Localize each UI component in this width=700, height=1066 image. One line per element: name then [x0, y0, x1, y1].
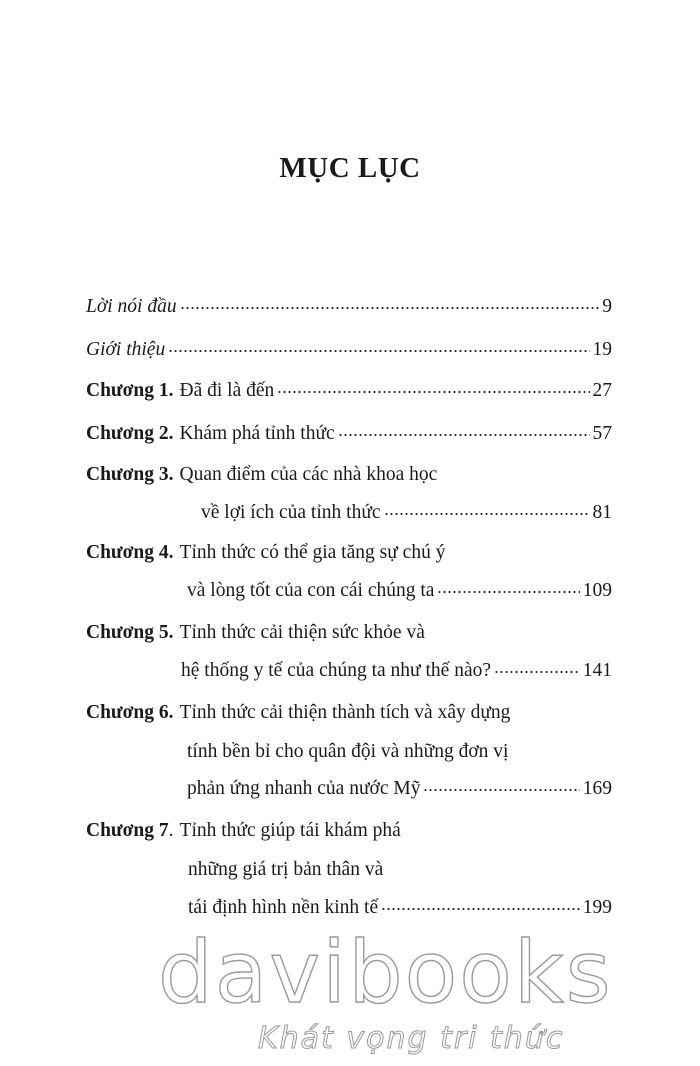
toc-entry-title-cont: tính bền bỉ cho quân đội và những đơn vị [187, 741, 509, 762]
chapter-label: Chương 6. [86, 702, 174, 723]
toc-entry-title: Tỉnh thức giúp tái khám phá [179, 820, 401, 841]
toc-entry-title-cont: và lòng tốt của con cái chúng ta [187, 580, 435, 601]
toc-entry-chapter-2[interactable] [86, 422, 612, 446]
dot-leader [423, 788, 579, 792]
toc-entry-chapter-4-cont[interactable] [187, 579, 612, 603]
toc-entry-title: Đã đi là đến [179, 380, 275, 401]
toc-entry-chapter-5-cont[interactable] [181, 659, 612, 683]
dot-leader [277, 390, 589, 394]
toc-entry-chapter-6-cont [187, 740, 612, 764]
toc-entry-preface[interactable] [86, 295, 612, 319]
toc-entry-introduction[interactable] [86, 338, 612, 362]
toc-page-number: 81 [592, 502, 612, 523]
toc-page-number: 57 [592, 423, 612, 444]
chapter-label: Chương 3. [86, 464, 174, 485]
toc-entry-chapter-6[interactable] [86, 701, 612, 725]
toc-entry-chapter-5[interactable] [86, 621, 612, 645]
dot-leader [381, 907, 580, 911]
toc-entry-chapter-6-cont[interactable] [187, 777, 612, 801]
chapter-label: Chương 7 [86, 820, 169, 841]
toc-entry-chapter-3[interactable] [86, 463, 612, 487]
toc-entry-title-cont: những giá trị bản thân và [188, 859, 384, 880]
toc-entry-title: Giới thiệu [86, 339, 166, 360]
toc-page-number: 109 [582, 580, 612, 601]
toc-entry-chapter-3-cont[interactable] [201, 501, 612, 525]
toc-page-number: 9 [602, 296, 612, 317]
toc-page-number: 199 [582, 897, 612, 918]
toc-entry-title-cont: về lợi ích của tỉnh thức [201, 502, 381, 523]
dot-leader [168, 349, 589, 353]
chapter-label-period: . [168, 820, 174, 841]
toc-entry-title: Tỉnh thức cải thiện thành tích và xây dựng [179, 702, 511, 723]
toc-entry-title-cont: tái định hình nền kinh tế [188, 897, 379, 918]
dot-leader [180, 306, 600, 310]
chapter-label: Chương 1. [86, 380, 174, 401]
toc-entry-chapter-7-cont[interactable] [188, 896, 612, 920]
toc-entry-chapter-7[interactable] [86, 819, 612, 843]
toc-entry-title-cont: hệ thống y tế của chúng ta như thế nào? [181, 660, 492, 681]
chapter-label: Chương 5. [86, 622, 174, 643]
watermark-brand: davibooks [158, 923, 613, 1023]
dot-leader [494, 670, 580, 674]
dot-leader [338, 433, 590, 437]
toc-entry-title-cont: phản ứng nhanh của nước Mỹ [187, 778, 421, 799]
toc-page-number: 27 [592, 380, 612, 401]
chapter-label: Chương 2. [86, 423, 174, 444]
page-title: MỤC LỤC [279, 152, 421, 184]
dot-leader [384, 512, 590, 516]
toc-entry-title: Tỉnh thức cải thiện sức khỏe và [179, 622, 425, 643]
toc-entry-title: Tỉnh thức có thể gia tăng sự chú ý [179, 542, 446, 563]
dot-leader [437, 590, 579, 594]
chapter-label: Chương 4. [86, 542, 174, 563]
toc-page-number: 19 [592, 339, 612, 360]
watermark-tagline: Khát vọng tri thức [258, 1021, 565, 1056]
toc-page-number: 169 [582, 778, 612, 799]
toc-entry-chapter-1[interactable] [86, 379, 612, 403]
toc-entry-title: Khám phá tỉnh thức [179, 423, 335, 444]
toc-page-number: 141 [582, 660, 612, 681]
toc-entry-title: Quan điểm của các nhà khoa học [179, 464, 438, 485]
toc-entry-chapter-7-cont [188, 858, 612, 882]
toc-entry-title: Lời nói đầu [86, 296, 177, 317]
toc-entry-chapter-4[interactable] [86, 541, 612, 565]
